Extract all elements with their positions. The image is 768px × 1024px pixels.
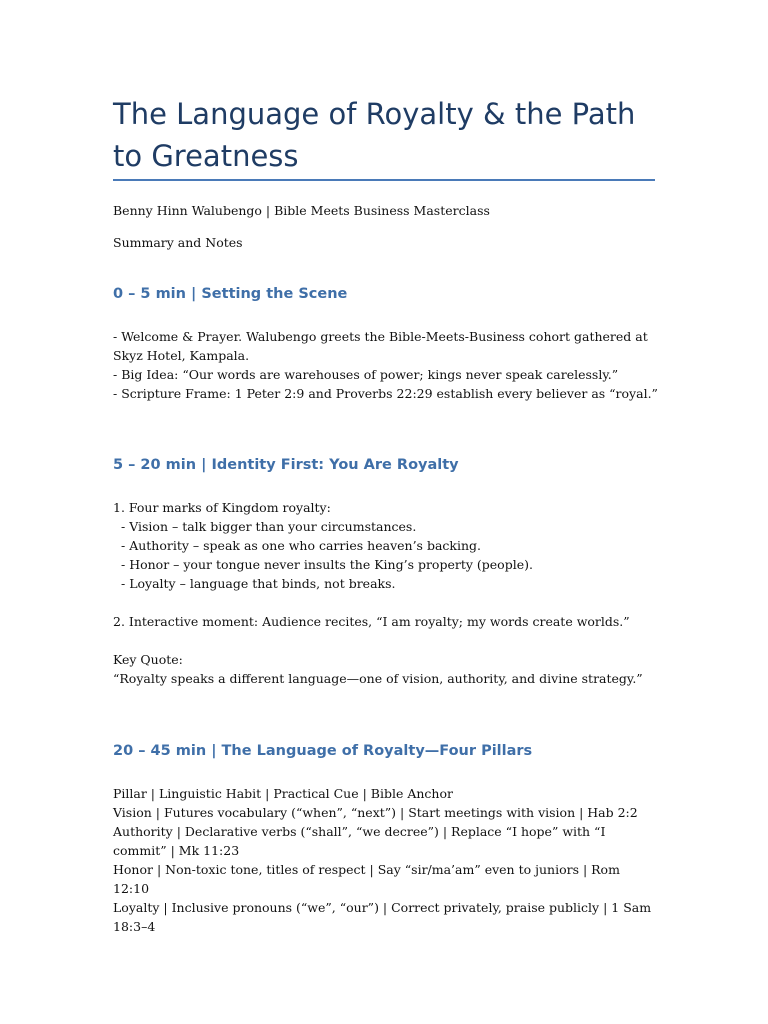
section-body-setting-the-scene: [113, 327, 658, 403]
table-row: Loyalty | Inclusive pronouns (“we”, “our”) | Correct privately, praise publicly | 1 Sam 18:3–4: [113, 900, 652, 934]
pillars-table: [113, 784, 658, 936]
section-body-identity-first: [113, 498, 658, 688]
subtitle: Summary and Notes: [113, 235, 243, 250]
list-item: - Vision – talk bigger than your circumstances.: [121, 519, 417, 534]
section-heading-identity-first: 5 – 20 min | Identity First: You Are Royalty: [113, 457, 459, 473]
table-header: Pillar | Linguistic Habit | Practical Cue | Bible Anchor: [113, 786, 453, 801]
list-item: - Welcome & Prayer. Walubengo greets the Bible-Meets-Business cohort gathered at Skyz Hotel, Kampala.: [113, 329, 648, 363]
section-heading-four-pillars: 20 – 45 min | The Language of Royalty—Four Pillars: [113, 743, 533, 759]
list-item: - Loyalty – language that binds, not breaks.: [121, 576, 396, 591]
interactive-moment: 2. Interactive moment: Audience recites, “I am royalty; my words create worlds.”: [113, 614, 630, 629]
list-item: - Honor – your tongue never insults the King’s property (people).: [121, 557, 533, 572]
key-quote: “Royalty speaks a different language—one of vision, authority, and divine strategy.”: [113, 671, 643, 686]
key-quote-label: Key Quote:: [113, 652, 183, 667]
list-item: - Big Idea: “Our words are warehouses of power; kings never speak carelessly.”: [113, 367, 619, 382]
list-item: - Scripture Frame: 1 Peter 2:9 and Proverbs 22:29 establish every believer as “royal.”: [113, 386, 658, 401]
marks-intro: 1. Four marks of Kingdom royalty:: [113, 500, 331, 515]
table-row: Authority | Declarative verbs (“shall”, “we decree”) | Replace “I hope” with “I commit” | Mk 11:23: [113, 824, 606, 858]
list-item: - Authority – speak as one who carries heaven’s backing.: [121, 538, 481, 553]
section-heading-setting-the-scene: 0 – 5 min | Setting the Scene: [113, 286, 348, 302]
table-row: Vision | Futures vocabulary (“when”, “next”) | Start meetings with vision | Hab 2:2: [113, 805, 638, 820]
byline: Benny Hinn Walubengo | Bible Meets Business Masterclass: [113, 203, 490, 218]
table-row: Honor | Non-toxic tone, titles of respect | Say “sir/ma’am” even to juniors | Rom 12:10: [113, 862, 620, 896]
document-title: The Language of Royalty & the Path to Greatness: [113, 97, 636, 173]
title-divider: [113, 179, 655, 181]
